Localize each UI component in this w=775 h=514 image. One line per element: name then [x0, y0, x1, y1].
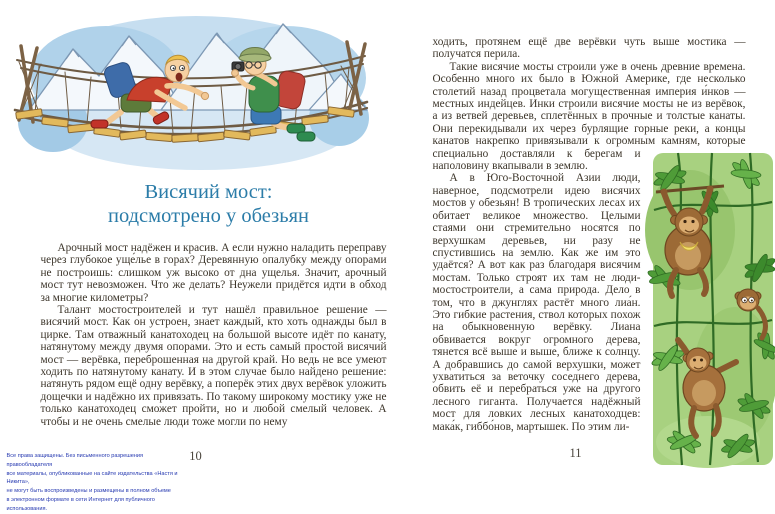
copyright-line: все материалы, опубликованные на сайте издательства «Настя и Никита»,: [7, 470, 185, 488]
paragraph: А в Юго-Восточной Азии люди, наверное, подсмотрели идею висячих мостов у обезьян! В тропических лесах их обитает великое множество. Целыми стаями они стремительно носятся по верхушкам деревьев, ни разу не спустившись на землю. Как же им это удаётся? А вот как раз благодаря висячим мостам. Только строят их там не люди-мостостроители, а сама природа. Дело в том, что в джунглях растёт много лиа́н. Это гибкие растения, ствол которых похож на обыкновенную верёвку. Лиана обвивается вокруг огромного дерева, тянется всё выше и выше, ближе к солнцу. А добравшись до самой верхушки, может ухватиться за веточку соседнего дерева, обвить её и перебраться уже на другого лесного гиганта. Получается надёжный мост для ловких лесных канатоходцев: мака́к, гиббо́нов, мартышек. По этим ли-: [433, 172, 746, 433]
bridge-illustration-svg: [11, 2, 371, 178]
monkey-illustration-svg: [650, 150, 775, 468]
copyright-line: не могут быть воспроизведены и размещены в полном объеме: [7, 487, 185, 496]
chapter-title: [31, 180, 387, 228]
copyright-notice: [7, 452, 185, 514]
book-spread: [3, 0, 773, 493]
page-number-right: 11: [561, 446, 591, 461]
page-number-left: 10: [181, 449, 211, 464]
copyright-line: Все права защищены. Без письменного разрешения правообладателя: [7, 452, 185, 470]
monkey-illustration: [650, 150, 746, 468]
left-page-text: [41, 242, 387, 428]
paragraph-part: Такие висячие мосты строили уже в очень древние времена. Особенно много их было в Южной Америке, где несколько столетий назад процветала могущественная империя и́нков — местных индейцев. Инки строили висячие мосты не из верёвок, а из ветвей деревьев, сплетённых в прочные и толстые канаты. Они перекидывали их через бурлящие горные реки, а концы канатов накрепко привязывали к огромным камням, которые: [433, 61, 746, 147]
paragraph: ходить, протянем ещё две верёвки чуть выше мостика — получатся перила.: [433, 36, 746, 61]
paragraph: Арочный мост надёжен и красив. А если нужно наладить переправу через глубокое уще́лье в горах? Деревянную опалубку между опорами не построишь: слишком уж высоко от дна ущелья. Значит, арочный мост тут невозможен. Что же делать? Неужели придётся идти в обход за многие километры?: [41, 242, 387, 304]
paragraph: Талант мостостроителей и тут нашёл правильное решение — висячий мост. Как он устроен, знает каждый, кто хоть однажды был в цирке. Там отважный канатоходец на большой высоте идёт по канату, натянутому между двумя опорами. Это и есть самый простой висячий мост — верёвка, переброшенная на другой край. Но ведь не все умеют ходить по натянутому канату. И в этом случае было найдено решение: натянуть рядом ещё одну верёвку, а поперёк этих двух верёвок уложить дощечки и надёжно их привязать. По такому широкому мостику уже не только канатоходец сможет пройти, но и любой смелый человек. А чтобы и не очень смелые люди тоже могли по нему: [41, 304, 387, 428]
paragraph-part: специально доставляли к берегам и наполовину вкапывали в землю.: [433, 148, 641, 172]
chapter-title-line2: подсмотрено у обезьян: [108, 205, 309, 227]
chapter-title-line1: Висячий мост:: [144, 181, 272, 203]
right-page-text: [433, 36, 746, 472]
paragraph: [433, 61, 746, 173]
copyright-line: в электронном формате в сети Интернет для публичного использования.: [7, 496, 185, 514]
bridge-illustration: [11, 2, 371, 178]
